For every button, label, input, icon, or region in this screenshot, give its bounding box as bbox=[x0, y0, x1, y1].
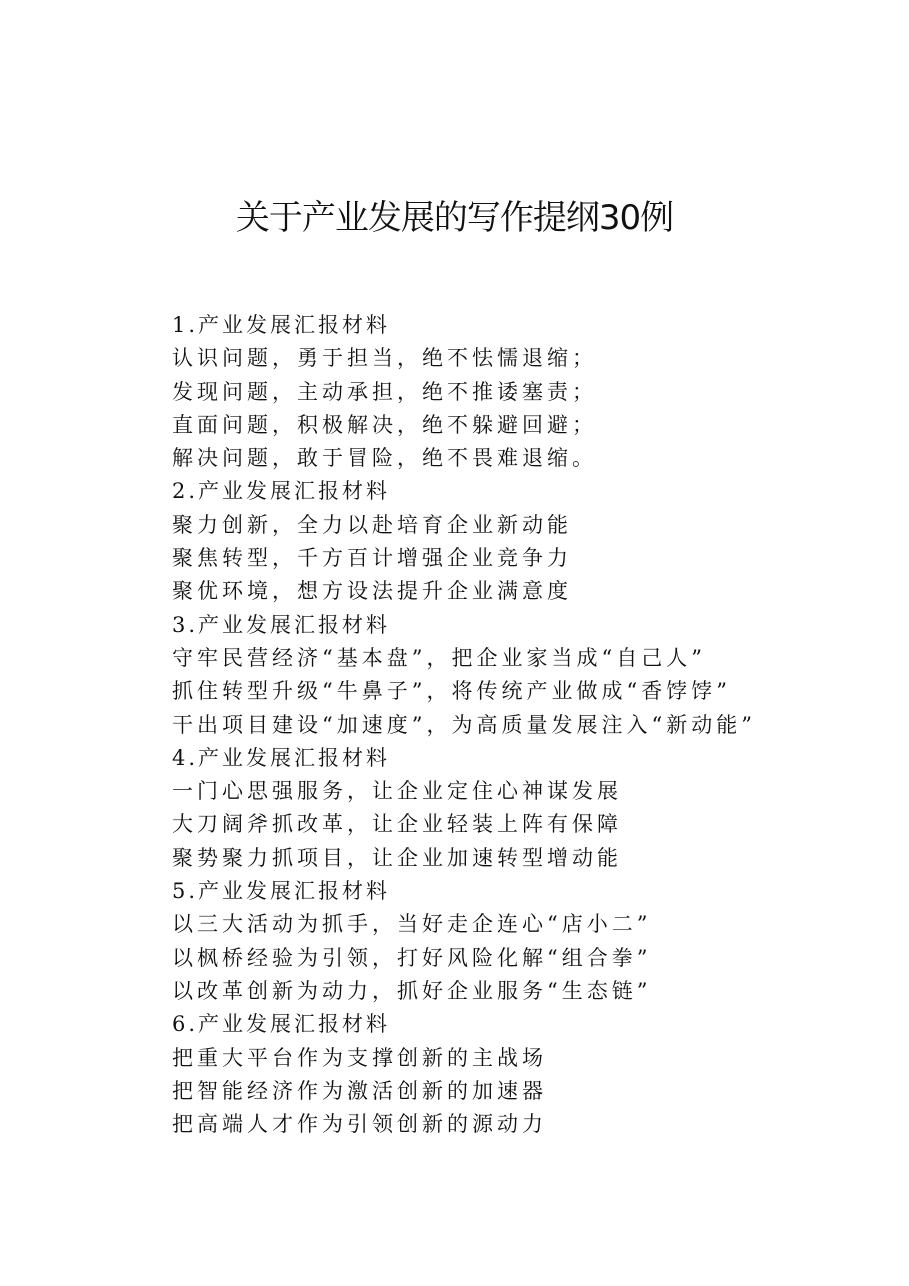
section-line: 守牢民营经济“基本盘”，把企业家当成“自己人” bbox=[172, 645, 706, 670]
section-heading: 5.产业发展汇报材料 bbox=[172, 879, 391, 904]
section-line: 把重大平台作为支撑创新的主战场 bbox=[172, 1045, 547, 1070]
section-heading: 1.产业发展汇报材料 bbox=[172, 313, 391, 337]
section-line: 直面问题，积极解决，绝不躲避回避； bbox=[172, 412, 597, 437]
section-line: 抓住转型升级“牛鼻子”，将传统产业做成“香饽饽” bbox=[172, 679, 731, 704]
section-line: 以枫桥经验为引领，打好风险化解“组合拳” bbox=[172, 945, 652, 970]
section-line: 把高端人才作为引领创新的源动力 bbox=[172, 1112, 547, 1137]
section-line: 把智能经济作为激活创新的加速器 bbox=[172, 1078, 547, 1103]
section-heading: 2.产业发展汇报材料 bbox=[172, 479, 391, 504]
document-title: 关于产业发展的写作提纲30例 bbox=[235, 198, 674, 238]
section-heading: 6.产业发展汇报材料 bbox=[172, 1012, 391, 1037]
section-line: 以改革创新为动力，抓好企业服务“生态链” bbox=[172, 978, 652, 1003]
section-line: 聚力创新，全力以赴培育企业新动能 bbox=[172, 512, 572, 537]
section-line: 大刀阔斧抓改革，让企业轻装上阵有保障 bbox=[172, 812, 622, 837]
section-line: 聚焦转型，千方百计增强企业竞争力 bbox=[172, 546, 572, 571]
section-heading: 4.产业发展汇报材料 bbox=[172, 745, 391, 770]
section-line: 发现问题，主动承担，绝不推诿塞责； bbox=[172, 379, 597, 404]
section-line: 一门心思强服务，让企业定住心神谋发展 bbox=[172, 779, 622, 804]
section-line: 聚优环境，想方设法提升企业满意度 bbox=[172, 579, 572, 604]
section-line: 干出项目建设“加速度”，为高质量发展注入“新动能” bbox=[172, 712, 756, 737]
section-heading: 3.产业发展汇报材料 bbox=[172, 612, 391, 637]
section-line: 以三大活动为抓手，当好走企连心“店小二” bbox=[172, 912, 652, 937]
section-line: 解决问题，敢于冒险，绝不畏难退缩。 bbox=[172, 446, 597, 471]
section-line: 认识问题，勇于担当，绝不怯懦退缩； bbox=[172, 346, 597, 371]
section-line: 聚势聚力抓项目，让企业加速转型增动能 bbox=[172, 845, 622, 870]
document-body bbox=[172, 309, 872, 1141]
